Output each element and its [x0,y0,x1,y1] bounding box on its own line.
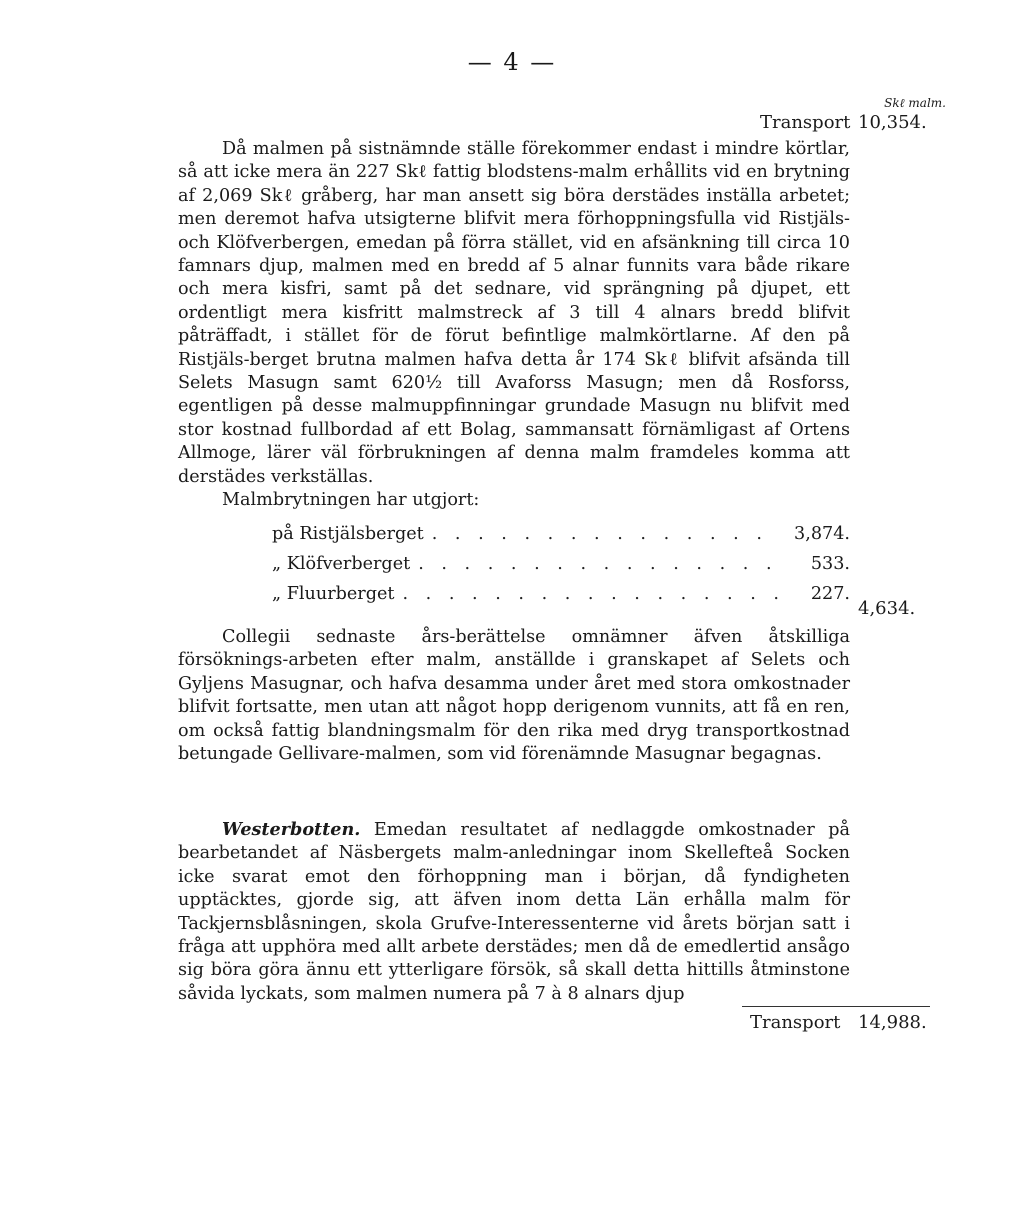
leader-dots [418,554,778,574]
transport-rule [742,1006,930,1007]
list-item [272,554,850,584]
list-item [272,584,850,614]
margin-value-transport-in: 10,354. [858,112,927,133]
paragraph-1: Då malmen på sistnämnde ställe förekommer endast i mindre körtlar, så att icke mera än 227 Skℓ fattig blodstens-malm erhållits vid en brytning af 2,069 Skℓ gråberg, har man ansett sig böra derstädes inställa arbetet; men deremot hafva utsigterne blifvit mera förhoppningsfulla vid Ristjäls- och Klöfverbergen, emedan på förra stället, vid en afsänkning till circa 10 famnars djup, malmen med en bredd af 5 alnar funnits vara både rikare och mera kisfri, samt på det sednare, vid sprängning på djupet, ett ordentligt mera kisfritt malmstreck af 3 till 4 alnars bredd blifvit påträffadt, i stället för de förut befintlige malmkörtlarne. Af den på Ristjäls-berget brutna malmen hafva detta år 174 Skℓ blifvit afsända till Selets Masugn samt 620½ till Avaforss Masugn; men då Rosforss, egentligen på desse malmuppfinningar grundade Masugn nu blifvit med stor kostnad fullbordad af ett Bolag, sammansatt förnämligast af Ortens Allmoge, lärer väl förbrukningen af denna malm framdeles komma att derstädes verkställas. [178,139,850,487]
list-item-name: „ Klöfverberget [272,554,411,574]
leader-dots [432,524,778,544]
list-item-value: 3,874. [794,524,850,544]
section-heading-westerbotten: Westerbotten. [222,819,361,840]
paragraph-3-text: Emedan resultatet af nedlaggde omkostnader på bearbetandet af Näsbergets malm-anledningar inom Skellefteå Socken icke svarat emot den förhoppning man i början, då fyndigheten upptäcktes, gjorde sig, att äfven inom detta Län erhålla malm för Tackjernsblåsningen, skola Grufve-Interessenterne vid årets början satt i fråga att upphöra med allt arbete derstädes; men då de emedlertid ansågo sig böra göra ännu ett ytterligare försök, så skall detta hittills åtminstone såvida lyckats, som malmen numera på 7 à 8 alnars djup [178,820,850,1004]
margin-unit-label: Skℓ malm. [884,96,946,110]
margin-value-transport-out: 14,988. [858,1012,927,1033]
page-number: — 4 — [467,48,557,76]
list-intro: Malmbrytningen har utgjort: [222,490,480,510]
list-item-value: 533. [810,554,850,574]
list-item-name: „ Fluurberget [272,584,395,604]
production-list [272,524,850,614]
list-item-value: 227. [810,584,850,604]
list-item [272,524,850,554]
leader-dots [402,584,778,604]
transport-label-bottom: Transport [750,1012,841,1033]
paragraph-2: Collegii sednaste års-berättelse omnämner äfven åtskilliga försöknings-arbeten efter malm, anställde i granskapet af Selets och Gyljens Masugnar, och hafva desamma under året med stora omkostnader blifvit fortsatte, men utan att något hopp derigenom vunnits, att få en ren, om också fattig blandningsmalm för den rika med dryg transportkostnad betungade Gellivare-malmen, som vid förenämnde Masugnar begagnas. [178,627,850,765]
transport-label-top: Transport [760,112,851,133]
paragraph-3 [178,818,850,1006]
margin-value-subtotal: 4,634. [858,598,916,619]
list-item-name: på Ristjälsberget [272,524,424,544]
